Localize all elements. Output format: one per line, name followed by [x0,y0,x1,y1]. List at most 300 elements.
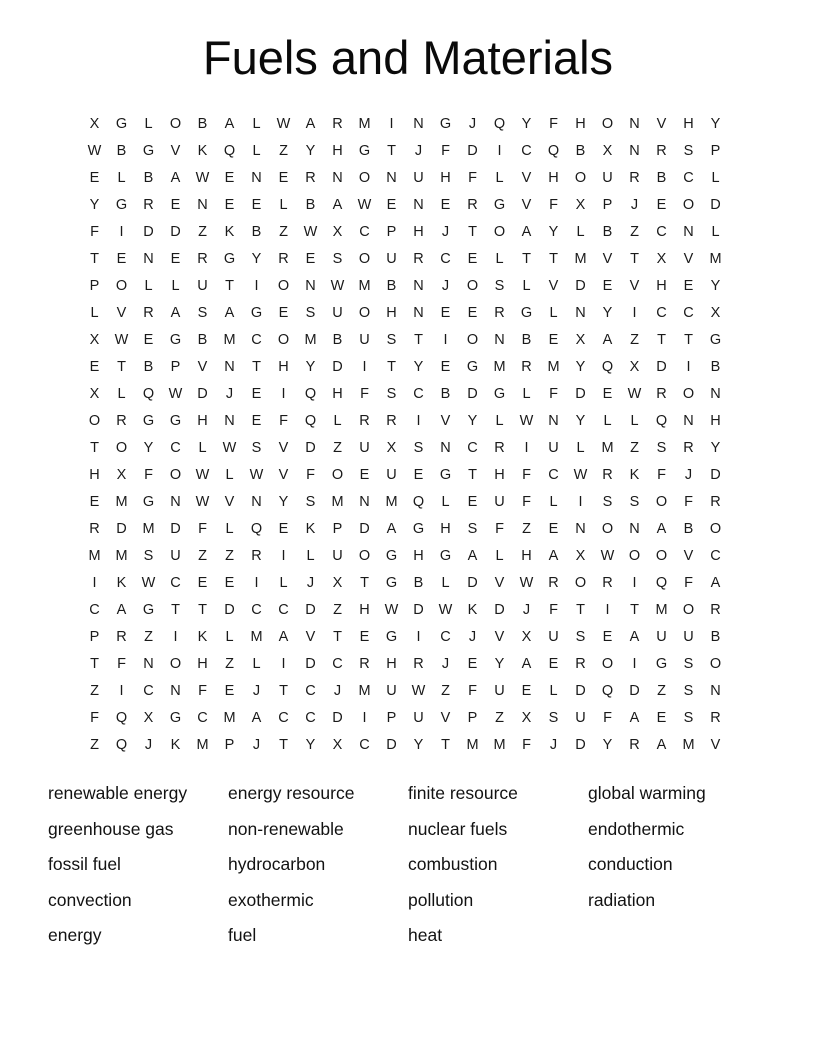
grid-letter: M [223,332,236,348]
grid-letter: C [170,575,181,591]
word-bank-item: fuel [228,925,257,945]
grid-letter: E [683,278,694,294]
grid-letter: N [224,413,235,429]
grid-letter: H [386,656,397,672]
grid-letter: V [278,440,289,456]
grid-letter: U [548,629,559,645]
grid-letter: I [254,575,259,591]
grid-letter: Y [521,116,532,132]
grid-letter: L [549,494,558,510]
grid-letter: Y [710,440,721,456]
grid-letter: O [655,548,668,564]
grid-letter: C [305,710,316,726]
grid-letter: N [575,305,586,321]
grid-letter: Y [278,494,289,510]
grid-letter: L [252,116,261,132]
grid-letter: U [575,710,586,726]
grid-letter: U [494,494,505,510]
grid-letter: K [467,602,478,618]
grid-letter: B [143,359,154,375]
grid-letter: V [602,251,613,267]
grid-letter: L [522,386,531,402]
grid-letter: W [303,224,318,240]
grid-letter: R [116,413,127,429]
grid-letter: Y [575,413,586,429]
grid-letter: J [225,386,234,402]
grid-letter: P [89,629,100,645]
grid-letter: P [332,521,343,537]
grid-letter: I [416,413,421,429]
grid-letter: R [197,251,208,267]
grid-letter: H [575,116,586,132]
grid-letter: T [468,467,477,483]
grid-letter: E [89,359,100,375]
grid-letter: C [683,305,694,321]
grid-letter: L [495,170,504,186]
grid-letter: T [387,143,396,159]
grid-letter: T [279,737,288,753]
grid-letter: D [575,683,586,699]
grid-letter: S [197,305,208,321]
grid-letter: V [683,548,694,564]
grid-letter: D [494,602,505,618]
grid-letter: B [521,332,532,348]
grid-letter: A [278,629,289,645]
grid-letter: G [412,521,425,537]
grid-letter: C [305,683,316,699]
grid-letter: P [170,359,181,375]
grid-letter: Y [413,359,424,375]
grid-letter: R [710,710,721,726]
grid-letter: W [195,494,210,510]
grid-letter: Z [279,224,288,240]
grid-letter: E [467,251,478,267]
word-bank-column [48,776,228,954]
grid-letter: W [141,575,156,591]
grid-letter: C [413,386,424,402]
grid-letter: D [575,737,586,753]
grid-letter: H [386,305,397,321]
grid-letter: R [521,359,532,375]
grid-letter: E [251,386,262,402]
grid-letter: Q [655,413,668,429]
grid-letter: J [414,143,423,159]
grid-letter: E [548,521,559,537]
grid-letter: P [386,224,397,240]
grid-letter: X [89,386,100,402]
grid-letter: B [575,143,586,159]
word-bank-item: non-renewable [228,818,344,839]
grid-letter: F [198,683,207,699]
grid-letter: G [439,548,452,564]
grid-letter: X [332,224,343,240]
grid-letter: X [602,143,613,159]
grid-letter: O [466,278,479,294]
grid-letter: F [306,467,315,483]
word-bank-item: renewable energy [48,783,188,803]
grid-letter: H [413,224,424,240]
grid-letter: G [142,602,155,618]
grid-letter: D [386,737,397,753]
grid-letter: L [495,548,504,564]
grid-letter: L [576,440,585,456]
grid-letter: Y [251,251,262,267]
grid-letter: D [116,521,127,537]
grid-letter: E [170,197,181,213]
grid-letter: X [89,332,100,348]
grid-letter: H [197,413,208,429]
grid-letter: M [331,494,344,510]
grid-letter: W [222,440,237,456]
grid-letter: Y [575,359,586,375]
grid-letter: V [629,278,640,294]
grid-letter: O [169,467,182,483]
grid-letter: U [602,170,613,186]
grid-letter: C [440,251,451,267]
grid-letter: Z [333,602,342,618]
grid-letter: M [115,494,128,510]
grid-letter: G [223,251,236,267]
grid-letter: Z [198,224,207,240]
grid-letter: V [170,143,181,159]
grid-letter: T [549,251,558,267]
grid-letter: U [413,710,424,726]
grid-letter: O [277,332,290,348]
grid-letter: B [116,143,127,159]
grid-letter: O [358,548,371,564]
word-bank-item: nuclear fuels [408,818,508,839]
grid-letter: C [278,602,289,618]
grid-letter: Z [333,440,342,456]
grid-letter: A [332,197,343,213]
grid-letter: E [602,278,613,294]
grid-letter: B [440,386,451,402]
grid-letter: R [413,251,424,267]
grid-letter: M [493,359,506,375]
grid-letter: W [519,413,534,429]
grid-letter: S [386,332,397,348]
grid-letter: D [467,143,478,159]
grid-letter: M [709,251,722,267]
grid-letter: E [89,170,100,186]
grid-letter: A [656,737,667,753]
grid-letter: G [493,386,506,402]
grid-letter: F [360,386,369,402]
grid-letter: N [440,440,451,456]
grid-letter: R [116,629,127,645]
grid-letter: N [143,251,154,267]
grid-letter: A [521,656,532,672]
grid-letter: I [173,629,178,645]
grid-letter: P [602,197,613,213]
grid-letter: J [468,116,477,132]
grid-letter: L [333,413,342,429]
grid-letter: W [330,278,345,294]
grid-letter: A [386,521,397,537]
grid-letter: R [89,521,100,537]
grid-letter: O [331,467,344,483]
grid-letter: E [467,494,478,510]
grid-letter: G [439,116,452,132]
grid-letter: O [709,521,722,537]
grid-letter: Z [279,143,288,159]
grid-letter: M [655,602,668,618]
grid-letter: F [657,467,666,483]
word-search-grid [81,111,729,759]
grid-letter: G [169,413,182,429]
grid-letter: G [385,548,398,564]
grid-letter: X [521,629,532,645]
grid-letter: C [656,224,667,240]
grid-letter: H [278,359,289,375]
grid-letter: U [386,251,397,267]
grid-letter: O [574,170,587,186]
grid-letter: H [89,467,100,483]
grid-letter: B [305,197,316,213]
grid-letter: L [198,440,207,456]
grid-letter: V [440,413,451,429]
grid-letter: O [601,656,614,672]
grid-letter: C [332,656,343,672]
grid-letter: L [522,278,531,294]
grid-letter: Z [522,521,531,537]
grid-letter: A [602,332,613,348]
grid-letter: S [656,440,667,456]
grid-letter: R [251,548,262,564]
grid-letter: L [252,656,261,672]
grid-letter: S [332,251,343,267]
grid-letter: U [170,548,181,564]
grid-letter: X [332,737,343,753]
grid-letter: E [89,494,100,510]
grid-letter: L [279,197,288,213]
grid-letter: H [332,386,343,402]
grid-letter: E [521,683,532,699]
grid-letter: Z [90,737,99,753]
grid-letter: T [441,737,450,753]
grid-letter: I [119,224,124,240]
grid-letter: R [332,116,343,132]
grid-letter: U [386,467,397,483]
grid-letter: G [115,116,128,132]
grid-letter: A [629,629,640,645]
grid-letter: W [627,386,642,402]
grid-letter: R [548,575,559,591]
grid-letter: Y [305,737,316,753]
grid-letter: W [519,575,534,591]
grid-letter: L [225,467,234,483]
grid-letter: H [413,548,424,564]
grid-letter: Y [413,737,424,753]
grid-letter: K [197,143,208,159]
grid-letter: N [629,521,640,537]
grid-letter: X [629,359,640,375]
grid-letter: V [548,278,559,294]
grid-letter: W [384,602,399,618]
grid-letter: W [438,602,453,618]
grid-letter: N [629,143,640,159]
grid-letter: O [682,197,695,213]
grid-letter: R [386,413,397,429]
grid-letter: T [360,575,369,591]
grid-letter: V [494,629,505,645]
grid-letter: V [440,710,451,726]
grid-letter: H [710,413,721,429]
grid-letter: N [305,278,316,294]
grid-letter: J [630,197,639,213]
grid-letter: F [549,116,558,132]
grid-letter: E [656,197,667,213]
grid-letter: M [358,683,371,699]
grid-letter: E [656,710,667,726]
grid-letter: P [224,737,235,753]
grid-letter: E [224,197,235,213]
grid-letter: L [144,278,153,294]
grid-letter: J [306,575,315,591]
grid-letter: Y [467,413,478,429]
grid-letter: G [115,197,128,213]
grid-letter: A [251,710,262,726]
grid-letter: E [467,656,478,672]
grid-letter: V [521,197,532,213]
grid-letter: Y [710,116,721,132]
grid-letter: E [224,683,235,699]
grid-letter: J [441,656,450,672]
grid-letter: G [655,656,668,672]
grid-letter: O [493,224,506,240]
grid-letter: F [279,413,288,429]
grid-letter: E [548,656,559,672]
grid-letter: N [683,224,694,240]
grid-letter: K [116,575,127,591]
word-bank-column [408,776,588,954]
grid-letter: Z [225,548,234,564]
word-bank-item: endothermic [588,818,685,839]
grid-letter: D [305,656,316,672]
grid-letter: G [439,467,452,483]
grid-letter: N [170,494,181,510]
grid-letter: R [413,656,424,672]
grid-letter: D [332,710,343,726]
grid-letter: L [90,305,99,321]
grid-letter: K [224,224,235,240]
puzzle-title: Fuels and Materials [202,31,614,84]
grid-letter: C [143,683,154,699]
grid-letter: F [468,683,477,699]
grid-letter: Q [655,575,668,591]
grid-letter: J [441,278,450,294]
grid-letter: J [144,737,153,753]
grid-letter: E [224,575,235,591]
grid-letter: Q [547,143,560,159]
grid-letter: Q [493,116,506,132]
grid-letter: F [522,467,531,483]
grid-letter: T [333,629,342,645]
grid-letter: D [143,224,154,240]
grid-letter: Q [115,710,128,726]
grid-letter: T [171,602,180,618]
grid-letter: I [281,386,286,402]
grid-letter: U [494,683,505,699]
word-bank-column [228,776,408,954]
grid-letter: C [278,710,289,726]
grid-letter: O [169,116,182,132]
grid-letter: G [520,305,533,321]
grid-letter: O [358,251,371,267]
grid-letter: N [251,170,262,186]
grid-letter: M [358,278,371,294]
grid-letter: V [656,116,667,132]
grid-letter: W [168,386,183,402]
grid-letter: S [683,143,694,159]
grid-letter: W [195,170,210,186]
grid-letter: O [601,521,614,537]
grid-letter: D [332,359,343,375]
grid-letter: I [92,575,97,591]
grid-letter: E [305,251,316,267]
grid-letter: F [549,197,558,213]
grid-letter: F [90,710,99,726]
grid-letter: Q [304,386,317,402]
grid-letter: W [114,332,129,348]
grid-letter: N [575,521,586,537]
grid-letter: I [632,305,637,321]
grid-letter: Q [142,386,155,402]
grid-letter: Y [602,737,613,753]
grid-letter: I [362,359,367,375]
grid-letter: Y [602,305,613,321]
grid-letter: O [115,440,128,456]
grid-letter: U [656,629,667,645]
grid-letter: H [521,548,532,564]
grid-letter: Y [89,197,100,213]
grid-letter: I [362,710,367,726]
grid-letter: W [411,683,426,699]
grid-letter: X [143,710,154,726]
grid-letter: N [548,413,559,429]
grid-letter: L [144,116,153,132]
grid-letter: E [251,413,262,429]
grid-letter: S [305,305,316,321]
word-bank-item: energy [48,925,102,945]
grid-letter: T [252,359,261,375]
grid-letter: O [358,305,371,321]
grid-letter: L [549,305,558,321]
grid-letter: O [682,386,695,402]
grid-letter: H [197,656,208,672]
grid-letter: F [522,737,531,753]
word-bank-item: heat [408,925,443,945]
grid-letter: Q [115,737,128,753]
grid-letter: F [468,170,477,186]
grid-letter: S [143,548,154,564]
grid-letter: I [578,494,583,510]
grid-letter: B [143,170,154,186]
grid-letter: M [223,710,236,726]
grid-letter: T [279,683,288,699]
grid-letter: V [521,170,532,186]
grid-letter: I [281,548,286,564]
grid-letter: O [358,170,371,186]
grid-letter: A [170,170,181,186]
grid-letter: M [574,251,587,267]
grid-letter: U [332,548,343,564]
grid-letter: C [548,467,559,483]
grid-letter: Z [630,332,639,348]
grid-letter: L [711,170,720,186]
grid-letter: C [656,305,667,321]
grid-letter: N [143,656,154,672]
